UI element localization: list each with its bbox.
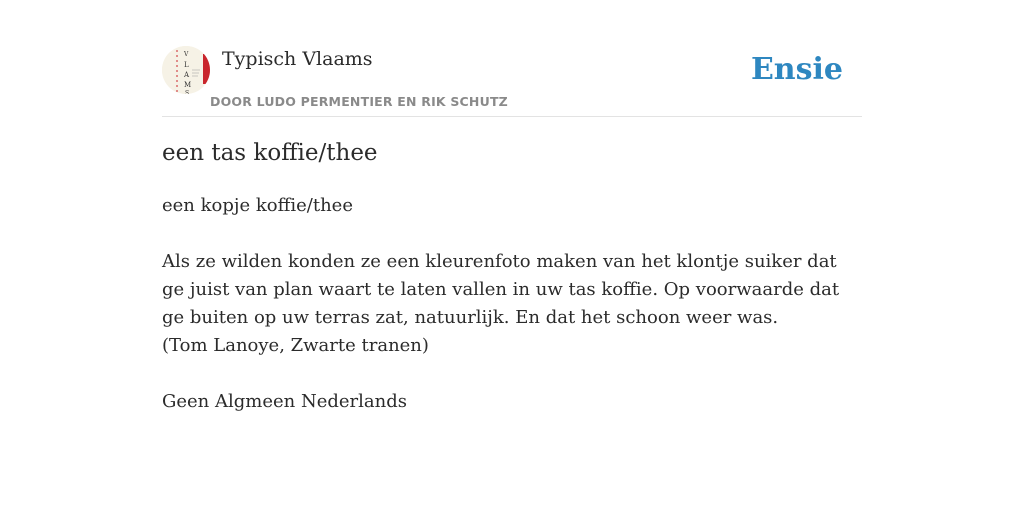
entry-note: Geen Algmeen Nederlands [162,391,407,412]
svg-text:M: M [184,81,192,89]
svg-text:S: S [185,90,190,94]
entry-example-text: Als ze wilden konden ze een kleurenfoto maken van het klontje suiker dat ge juist van plan waart te laten vallen in uw tas koffie. Op voorwaarde dat ge buiten op uw terras zat, natuurlijk. En dat het schoon weer was. [162,251,840,328]
header [162,46,862,117]
spacer [162,360,862,388]
entry-example-source: (Tom Lanoye, Zwarte tranen) [162,335,429,356]
ensie-brand-link[interactable]: Ensie [750,52,843,87]
svg-text:V: V [184,51,189,58]
page [162,0,862,512]
typisch-vlaams-logo-icon[interactable] [162,46,210,94]
byline: DOOR LUDO PERMENTIER EN RIK SCHUTZ [210,94,508,109]
entry-definition: een kopje koffie/thee [162,195,353,216]
site-title[interactable]: Typisch Vlaams [222,48,373,70]
svg-text:A: A [184,71,190,79]
svg-text:L: L [184,61,189,69]
entry-title: een tas koffie/thee [162,140,378,166]
entry-body [162,192,862,416]
spacer [162,220,862,248]
logo-graphic [162,46,210,94]
